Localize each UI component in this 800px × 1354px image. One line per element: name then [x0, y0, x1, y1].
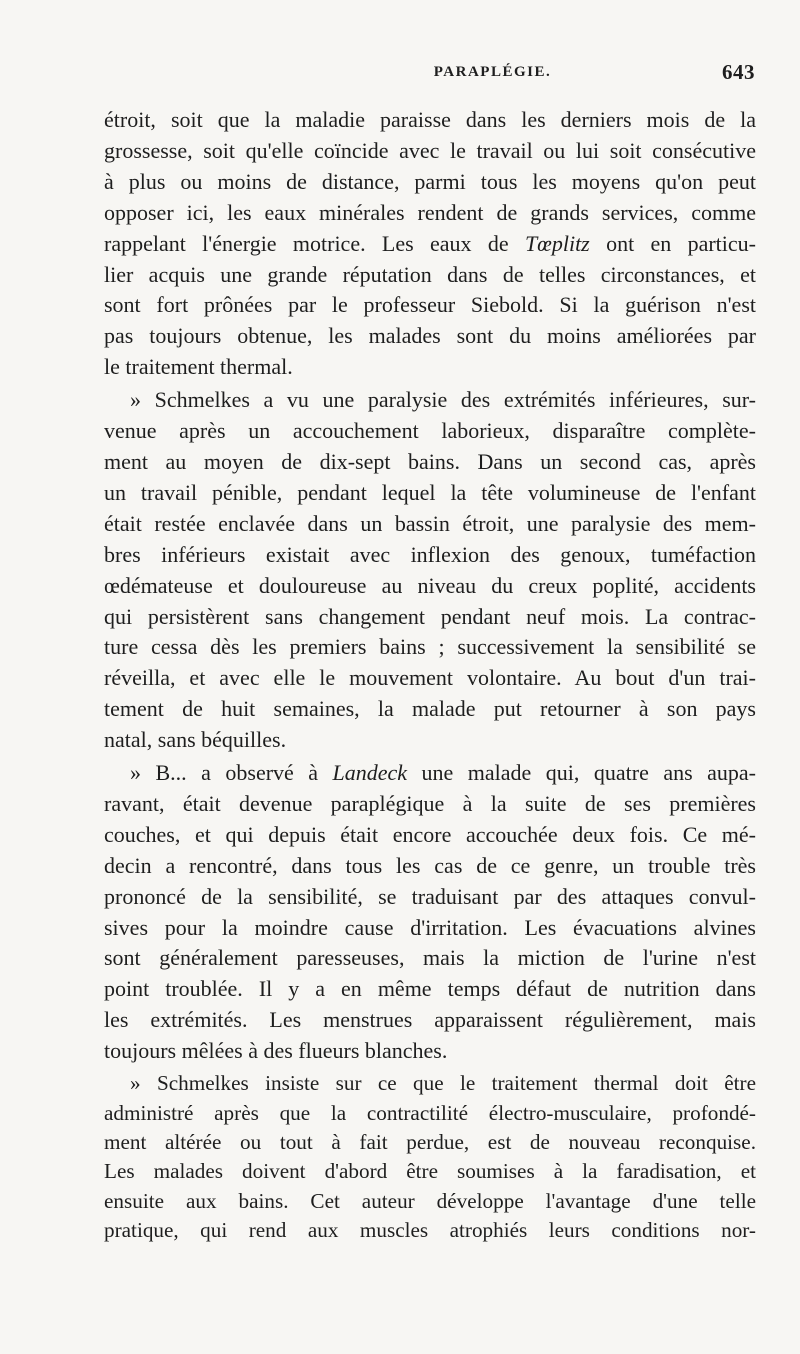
paragraph-1: [104, 105, 756, 383]
text-line: venue après un accouchement laborieux, disparaître complète-: [104, 418, 756, 444]
text-line: lier acquis une grande réputation dans de telles circonstances, et: [104, 261, 756, 287]
text-line: réveilla, et avec elle le mouvement volontaire. Au bout d'un trai-: [104, 665, 756, 691]
text-line: pratique, qui rend aux muscles atrophiés leurs conditions nor-: [104, 1218, 756, 1243]
text-line: ensuite aux bains. Cet auteur développe l'avantage d'une telle: [104, 1188, 756, 1213]
text-line: opposer ici, les eaux minérales rendent de grands services, comme: [104, 199, 756, 225]
text-line: administré après que la contractilité électro-musculaire, profondé-: [104, 1100, 756, 1125]
text-line: était restée enclavée dans un bassin étroit, une paralysie des mem-: [104, 510, 756, 536]
text-line: » Schmelkes insiste sur ce que le traitement thermal doit être: [130, 1071, 756, 1096]
running-title: PARAPLÉGIE.: [433, 64, 552, 80]
text-line: pas toujours obtenue, les malades sont du moins améliorées par: [104, 323, 756, 349]
text-line: étroit, soit que la maladie paraisse dans les derniers mois de la: [104, 107, 756, 132]
text-line: Les malades doivent d'abord être soumises à la faradisation, et: [104, 1159, 756, 1184]
text-line: les extrémités. Les menstrues apparaissent régulièrement, mais: [104, 1007, 756, 1033]
body-text: [104, 105, 756, 1246]
text-line: couches, et qui depuis était encore accouchée deux fois. Ce mé-: [104, 821, 756, 847]
text-line: qui persistèrent sans changement pendant neuf mois. La contrac-: [104, 603, 756, 629]
text-line: ravant, était devenue paraplégique à la suite de ses premières: [104, 790, 756, 816]
paragraph-3: [104, 758, 756, 1067]
text-line: ment au moyen de dix-sept bains. Dans un second cas, après: [104, 448, 756, 474]
page-number: 643: [722, 60, 755, 84]
text-line: rappelant l'énergie motrice. Les eaux de Tœplitz ont en particu-: [104, 230, 756, 256]
text-line: œdémateuse et douloureuse au niveau du creux poplité, accidents: [104, 572, 756, 598]
text-line: ture cessa dès les premiers bains ; successivement la sensibilité se: [104, 634, 756, 660]
text-line: » Schmelkes a vu une paralysie des extrémités inférieures, sur-: [130, 387, 756, 413]
text-line: grossesse, soit qu'elle coïncide avec le travail ou lui soit consécutive: [104, 137, 756, 163]
text-line: prononcé de la sensibilité, se traduisant par des attaques convul-: [104, 883, 756, 909]
text-line: bres inférieurs existait avec inflexion des genoux, tuméfaction: [104, 541, 756, 567]
text-line: à plus ou moins de distance, parmi tous les moyens qu'on peut: [104, 168, 756, 194]
text-line: natal, sans béquilles.: [104, 727, 287, 753]
text-line: sont fort prônées par le professeur Siebold. Si la guérison n'est: [104, 292, 756, 318]
text-line: sives pour la moindre cause d'irritation. Les évacuations alvines: [104, 914, 756, 940]
text-line: sont généralement paresseuses, mais la miction de l'urine n'est: [104, 945, 756, 971]
text-line: toujours mêlées à des flueurs blanches.: [104, 1038, 448, 1064]
text-line: le traitement thermal.: [104, 354, 293, 380]
paragraph-2: [104, 385, 756, 756]
text-line: » B... a observé à Landeck une malade qui, quatre ans aupa-: [130, 760, 756, 786]
text-line: ment altérée ou tout à fait perdue, est de nouveau reconquise.: [104, 1129, 756, 1154]
text-line: point troublée. Il y a en même temps défaut de nutrition dans: [104, 976, 756, 1002]
paragraph-4: [104, 1069, 756, 1245]
running-header: [100, 60, 755, 90]
text-line: tement de huit semaines, la malade put retourner à son pays: [104, 696, 756, 722]
text-line: decin a rencontré, dans tous les cas de ce genre, un trouble très: [104, 852, 756, 878]
text-line: un travail pénible, pendant lequel la tête volumineuse de l'enfant: [104, 479, 756, 505]
